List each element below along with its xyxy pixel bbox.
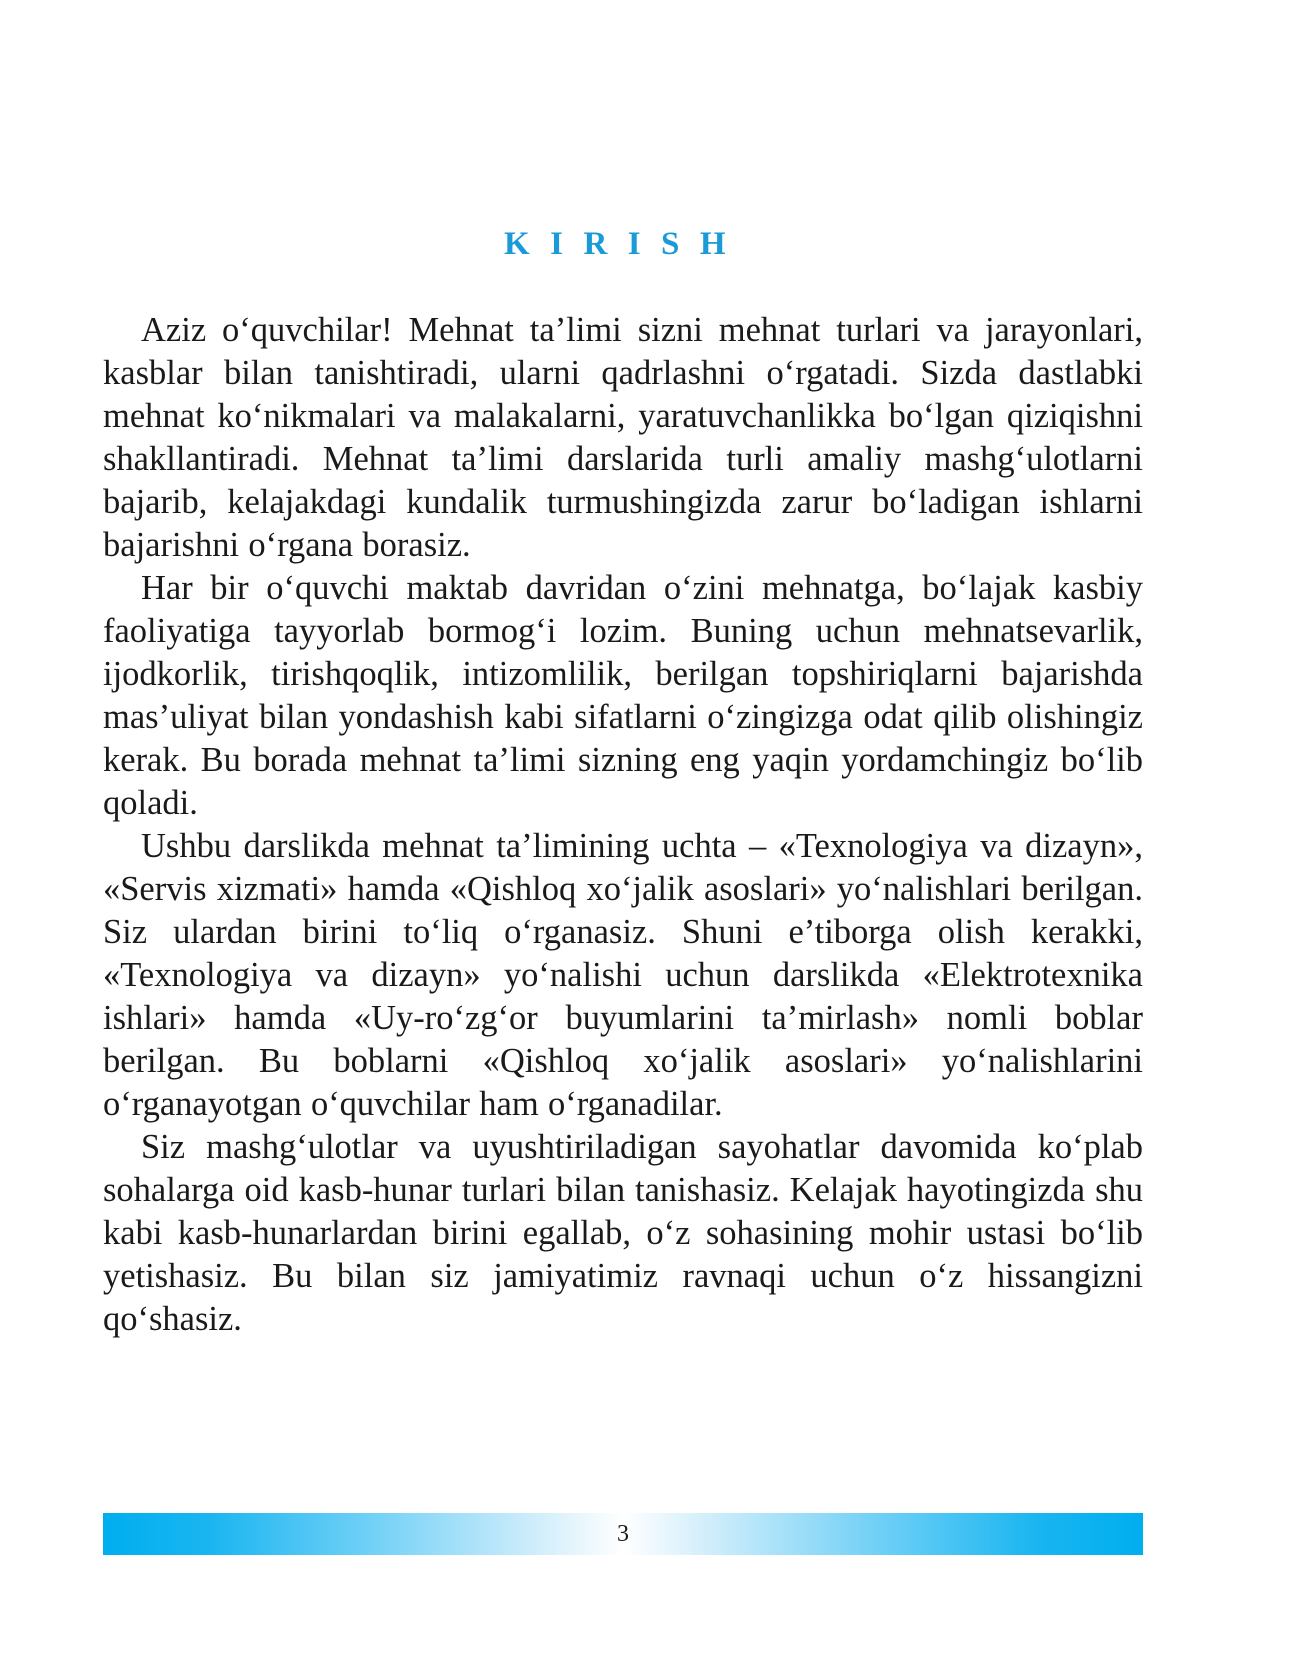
paragraph-4: Siz mashg‘ulotlar va uyushtiriladigan sayohatlar davomida ko‘plab sohalarga oid kasb-hunar turlari bilan tanishasiz. Kelajak hayotingizda shu kabi kasb-hunarlardan birini egallab, o‘z sohasining mohir ustasi bo‘lib yetishasiz. Bu bilan siz jamiyatimiz ravnaqi uchun o‘z hissangizni qo‘shasiz.	[103, 1128, 1143, 1338]
paragraph-2: Har bir o‘quvchi maktab davridan o‘zini mehnatga, bo‘lajak kasbiy faoliyatiga tayyorlab bormog‘i lozim. Buning uchun mehnatsevarlik, ijodkorlik, tirishqoqlik, intizomlilik, berilgan topshiriqlarni bajarishda mas’uliyat bilan yondashish kabi sifatlarni o‘zingizga odat qilib olishingiz kerak. Bu borada mehnat ta’limi sizning eng yaqin yordamchingiz bo‘lib qoladi.	[103, 569, 1143, 822]
page-number: 3	[617, 1521, 629, 1547]
chapter-title: KIRISH	[504, 226, 746, 262]
body-text	[103, 309, 1143, 1341]
paragraph-1: Aziz o‘quvchilar! Mehnat ta’limi sizni mehnat turlari va jarayonlari, kasblar bilan tanishtiradi, ularni qadrlashni o‘rgatadi. Sizda dastlabki mehnat ko‘nikmalari va malakalarni, yaratuvchanlikka bo‘lgan qiziqishni shakllantiradi. Mehnat ta’limi darslarida turli amaliy mashg‘ulotlarni bajarib, kelajakdagi kundalik turmushingizda zarur bo‘ladigan ishlarni bajarishni o‘rgana borasiz.	[103, 311, 1143, 564]
footer-band	[103, 1513, 1143, 1555]
paragraph-3: Ushbu darslikda mehnat ta’limining uchta – «Texnologiya va dizayn», «Servis xizmati» hamda «Qishloq xo‘jalik asoslari» yo‘nalishlari berilgan. Siz ulardan birini to‘liq o‘rganasiz. Shuni e’tiborga olish kerakki, «Texnologiya va dizayn» yo‘nalishi uchun darslikda «Elektrotexnika ishlari» hamda «Uy-ro‘zg‘or buyumlarini ta’mirlash» nomli boblar berilgan. Bu boblarni «Qishloq xo‘jalik asoslari» yo‘nalishlarini o‘rganayotgan o‘quvchilar ham o‘rganadilar.	[103, 827, 1143, 1123]
